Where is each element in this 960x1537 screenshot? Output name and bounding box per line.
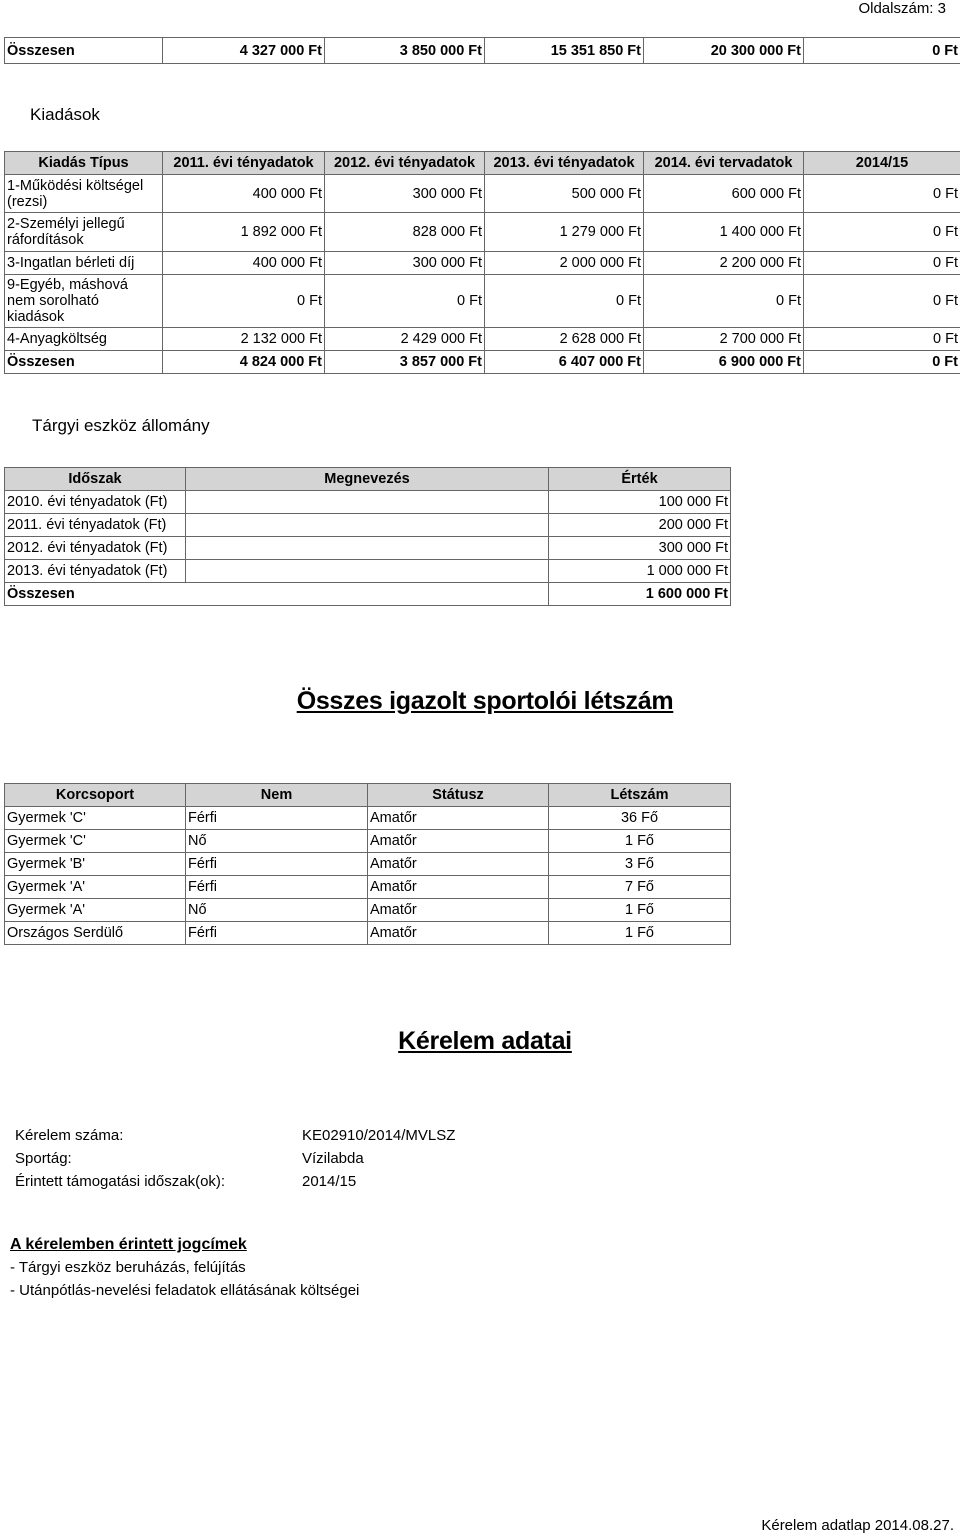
name-cell <box>186 491 549 514</box>
table-row <box>5 351 960 374</box>
cell-value: 0 Ft <box>644 275 804 328</box>
sex-cell: Férfi <box>186 853 368 876</box>
sex-cell: Férfi <box>186 922 368 945</box>
cell-value: 300 000 Ft <box>325 175 485 213</box>
total-value: 3 850 000 Ft <box>325 38 485 64</box>
table-row <box>5 328 960 351</box>
row-label: 4-Anyagköltség <box>5 328 163 351</box>
cell-value: 1 400 000 Ft <box>644 213 804 252</box>
cell-value: 0 Ft <box>163 275 325 328</box>
table-header-row <box>5 152 960 175</box>
sex-cell: Nő <box>186 830 368 853</box>
cell-value: 0 Ft <box>804 213 960 252</box>
footer-text: Kérelem adatlap 2014.08.27. <box>761 1517 954 1534</box>
field-value: Vízilabda <box>302 1150 364 1167</box>
column-header: Korcsoport <box>5 784 186 807</box>
group-cell: Gyermek 'A' <box>5 876 186 899</box>
targyi-table <box>4 467 731 606</box>
field-label: Kérelem száma: <box>15 1127 124 1144</box>
cell-value: 400 000 Ft <box>163 252 325 275</box>
cell-value: 2 132 000 Ft <box>163 328 325 351</box>
group-cell: Gyermek 'C' <box>5 830 186 853</box>
table-row <box>5 514 731 537</box>
column-header: 2014/15 <box>804 152 960 175</box>
count-cell: 3 Fő <box>549 853 731 876</box>
cell-value: 300 000 Ft <box>325 252 485 275</box>
section-title-kiadasok: Kiadások <box>30 105 100 124</box>
total-label: Összesen <box>5 351 163 374</box>
table-row <box>5 491 731 514</box>
table-row <box>5 560 731 583</box>
kiadasok-table <box>4 151 960 374</box>
name-cell <box>186 514 549 537</box>
row-label: 1-Működési költségel (rezsi) <box>5 175 163 213</box>
sex-cell: Férfi <box>186 807 368 830</box>
group-cell: Gyermek 'A' <box>5 899 186 922</box>
column-header: Státusz <box>368 784 549 807</box>
list-item: - Utánpótlás-nevelési feladatok ellátásának költségei <box>10 1282 360 1299</box>
section-title-kerelem: Kérelem adatai <box>398 1027 572 1055</box>
total-value: 0 Ft <box>804 38 960 64</box>
status-cell: Amatőr <box>368 807 549 830</box>
column-header: 2012. évi tényadatok <box>325 152 485 175</box>
table-row <box>5 583 731 606</box>
column-header: Létszám <box>549 784 731 807</box>
count-cell: 1 Fő <box>549 830 731 853</box>
table-row <box>5 175 960 213</box>
cell-value: 400 000 Ft <box>163 175 325 213</box>
cell-value: 0 Ft <box>485 275 644 328</box>
total-value: 0 Ft <box>804 351 960 374</box>
total-label: Összesen <box>5 583 549 606</box>
value-cell: 200 000 Ft <box>549 514 731 537</box>
column-header: Megnevezés <box>186 468 549 491</box>
table-row <box>5 537 731 560</box>
total-value: 15 351 850 Ft <box>485 38 644 64</box>
total-value: 6 900 000 Ft <box>644 351 804 374</box>
total-label: Összesen <box>5 38 163 64</box>
group-cell: Gyermek 'C' <box>5 807 186 830</box>
cell-value: 600 000 Ft <box>644 175 804 213</box>
value-cell: 1 000 000 Ft <box>549 560 731 583</box>
value-cell: 300 000 Ft <box>549 537 731 560</box>
field-label: Sportág: <box>15 1150 72 1167</box>
cell-value: 0 Ft <box>804 328 960 351</box>
table-header-row <box>5 784 731 807</box>
cell-value: 0 Ft <box>804 175 960 213</box>
group-cell: Országos Serdülő <box>5 922 186 945</box>
value-cell: 100 000 Ft <box>549 491 731 514</box>
period-cell: 2013. évi tényadatok (Ft) <box>5 560 186 583</box>
sex-cell: Férfi <box>186 876 368 899</box>
column-header: 2014. évi tervadatok <box>644 152 804 175</box>
table-row <box>5 38 960 64</box>
table-row <box>5 830 731 853</box>
status-cell: Amatőr <box>368 876 549 899</box>
cell-value: 1 279 000 Ft <box>485 213 644 252</box>
section-title-sportolok: Összes igazolt sportolói létszám <box>296 687 674 715</box>
section-title-jogcimek: A kérelemben érintett jogcímek <box>10 1236 247 1253</box>
total-value: 6 407 000 Ft <box>485 351 644 374</box>
table-row <box>5 275 960 328</box>
name-cell <box>186 537 549 560</box>
total-value: 20 300 000 Ft <box>644 38 804 64</box>
cell-value: 2 000 000 Ft <box>485 252 644 275</box>
table-row <box>5 922 731 945</box>
section-title-targyi: Tárgyi eszköz állomány <box>32 416 210 435</box>
field-label: Érintett támogatási időszak(ok): <box>15 1173 226 1190</box>
cell-value: 2 700 000 Ft <box>644 328 804 351</box>
period-cell: 2012. évi tényadatok (Ft) <box>5 537 186 560</box>
field-value: 2014/15 <box>302 1173 357 1190</box>
table-row <box>5 899 731 922</box>
status-cell: Amatőr <box>368 922 549 945</box>
total-value: 4 327 000 Ft <box>163 38 325 64</box>
cell-value: 0 Ft <box>325 275 485 328</box>
name-cell <box>186 560 549 583</box>
cell-value: 2 200 000 Ft <box>644 252 804 275</box>
row-label: 2-Személyi jellegű ráfordítások <box>5 213 163 252</box>
group-cell: Gyermek 'B' <box>5 853 186 876</box>
column-header: Kiadás Típus <box>5 152 163 175</box>
table-row <box>5 876 731 899</box>
column-header: Nem <box>186 784 368 807</box>
status-cell: Amatőr <box>368 853 549 876</box>
table-row <box>5 807 731 830</box>
cell-value: 2 429 000 Ft <box>325 328 485 351</box>
cell-value: 2 628 000 Ft <box>485 328 644 351</box>
cell-value: 1 892 000 Ft <box>163 213 325 252</box>
table-header-row <box>5 468 731 491</box>
status-cell: Amatőr <box>368 899 549 922</box>
cell-value: 0 Ft <box>804 275 960 328</box>
table-row <box>5 252 960 275</box>
sportolok-table <box>4 783 731 945</box>
page-number: Oldalszám: 3 <box>858 0 946 17</box>
row-label: 3-Ingatlan bérleti díj <box>5 252 163 275</box>
table-row <box>5 213 960 252</box>
status-cell: Amatőr <box>368 830 549 853</box>
field-value: KE02910/2014/MVLSZ <box>302 1127 456 1144</box>
period-cell: 2010. évi tényadatok (Ft) <box>5 491 186 514</box>
sex-cell: Nő <box>186 899 368 922</box>
period-cell: 2011. évi tényadatok (Ft) <box>5 514 186 537</box>
cell-value: 500 000 Ft <box>485 175 644 213</box>
list-item: - Tárgyi eszköz beruházás, felújítás <box>10 1259 246 1276</box>
top-total-table <box>4 37 960 64</box>
total-value: 1 600 000 Ft <box>549 583 731 606</box>
total-value: 3 857 000 Ft <box>325 351 485 374</box>
column-header: 2013. évi tényadatok <box>485 152 644 175</box>
row-label: 9-Egyéb, máshová nem sorolható kiadások <box>5 275 163 328</box>
count-cell: 1 Fő <box>549 899 731 922</box>
total-value: 4 824 000 Ft <box>163 351 325 374</box>
count-cell: 1 Fő <box>549 922 731 945</box>
column-header: Időszak <box>5 468 186 491</box>
table-row <box>5 853 731 876</box>
cell-value: 828 000 Ft <box>325 213 485 252</box>
column-header: Érték <box>549 468 731 491</box>
cell-value: 0 Ft <box>804 252 960 275</box>
count-cell: 36 Fő <box>549 807 731 830</box>
column-header: 2011. évi tényadatok <box>163 152 325 175</box>
count-cell: 7 Fő <box>549 876 731 899</box>
